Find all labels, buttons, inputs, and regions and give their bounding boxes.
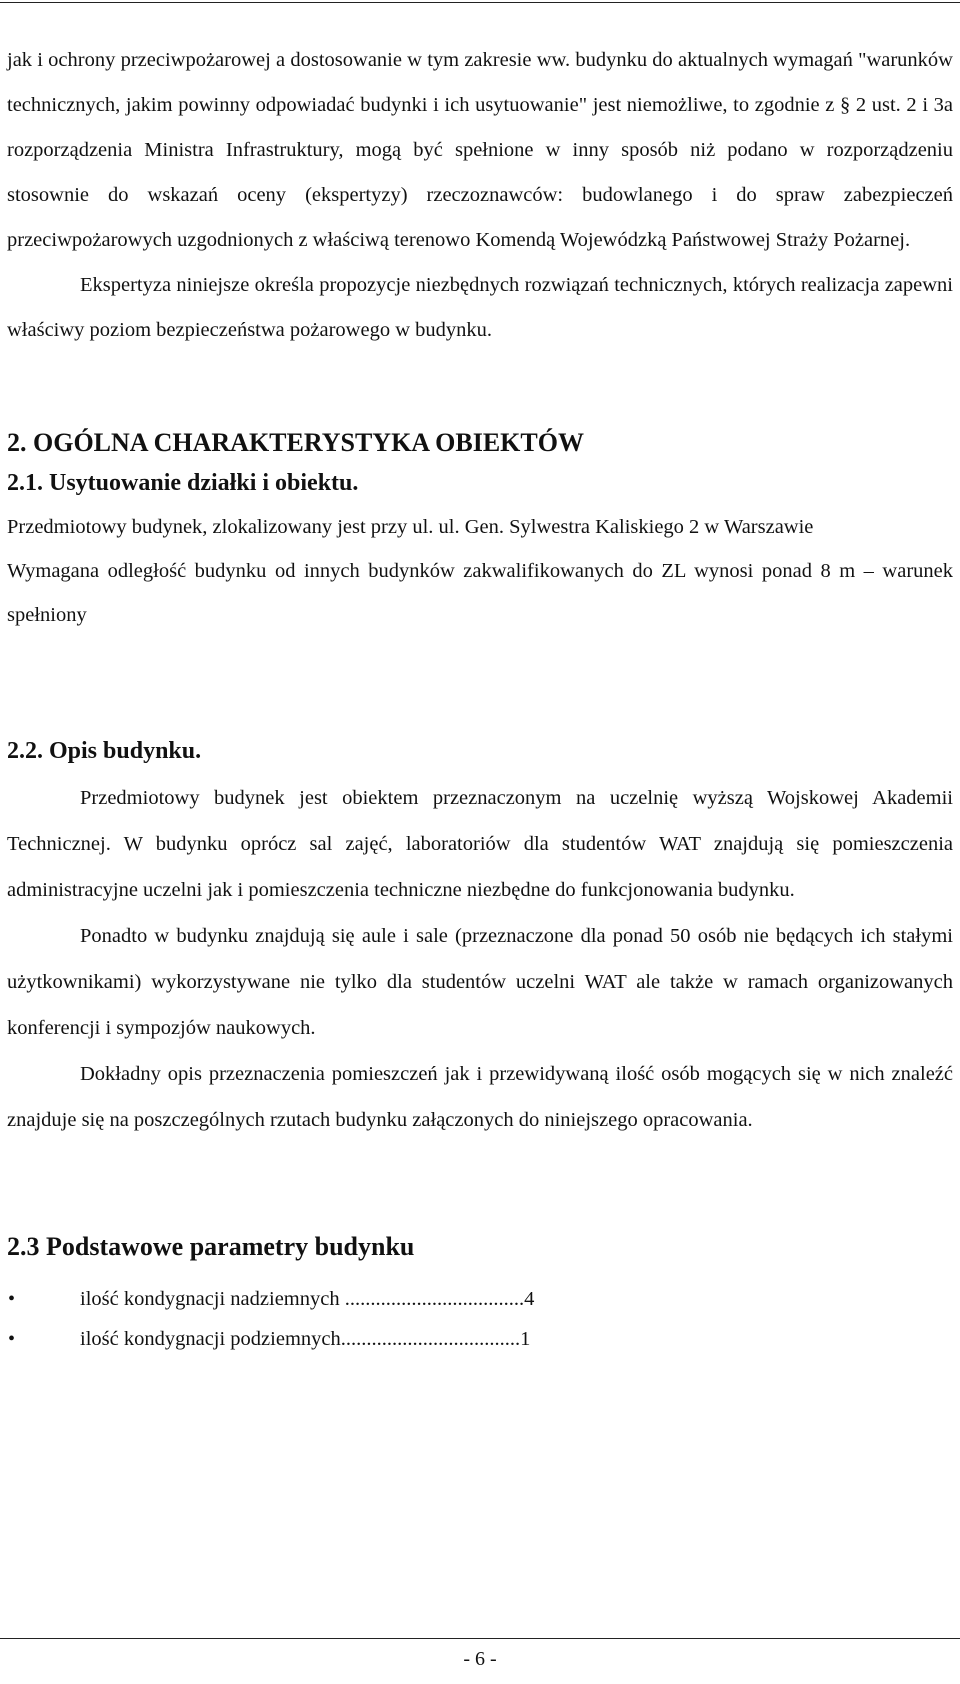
distance-paragraph: Wymagana odległość budynku od innych budynków zakwalifikowanych do ZL wynosi ponad 8 m – warunek spełniony: [7, 560, 953, 626]
intro-paragraph-2: Ekspertyza niniejsze określa propozycje niezbędnych rozwiązań technicznych, których realizacja zapewni właściwy poziom bezpieczeństwa pożarowego w budynku.: [7, 274, 953, 341]
description-paragraph: Przedmiotowy budynek jest obiektem przeznaczonym na uczelnię wyższą Wojskowej Akademii Technicznej. W budynku oprócz sal zajęć, laboratoriów dla studentów WAT znajdują się pomieszczenia administracyjne uczelni jak i pomieszczenia techniczne niezbędne do funkcjonowania budynku.: [7, 787, 953, 901]
location-paragraph: Przedmiotowy budynek, zlokalizowany jest przy ul. ul. Gen. Sylwestra Kaliskiego 2 w Warszawie: [7, 516, 814, 538]
list-item: [7, 1319, 953, 1359]
list-item: [7, 1279, 953, 1319]
top-rule: [0, 2, 960, 3]
list-item-label: ilość kondygnacji podziemnych...................................1: [80, 1328, 531, 1350]
section-heading-2-1: 2.1. Usytuowanie działki i obiektu.: [7, 470, 359, 496]
bullet-icon: •: [8, 1328, 16, 1350]
bullet-icon: •: [8, 1288, 16, 1310]
section-heading-2-3: 2.3 Podstawowe parametry budynku: [7, 1232, 415, 1261]
page-number: - 6 -: [463, 1648, 497, 1670]
section-heading-2-2: 2.2. Opis budynku.: [7, 738, 202, 764]
list-item-label: ilość kondygnacji nadziemnych ...................................4: [80, 1288, 535, 1310]
description-paragraph-2: Ponadto w budynku znajdują się aule i sale (przeznaczone dla ponad 50 osób nie będących ich stałymi użytkownikami) wykorzystywane nie tylko dla studentów uczelni WAT ale także w ramach organizowanych konferencji i sympozjów naukowych.: [7, 925, 953, 1039]
bottom-rule: [0, 1638, 960, 1639]
section-heading-2: 2. OGÓLNA CHARAKTERYSTYKA OBIEKTÓW: [7, 428, 584, 457]
document-page: [7, 38, 953, 1359]
description-paragraph-3: Dokładny opis przeznaczenia pomieszczeń jak i przewidywaną ilość osób mogących się w nich znaleźć znajduje się na poszczególnych rzutach budynku załączonych do niniejszego opracowania.: [7, 1063, 953, 1131]
parameters-list: [7, 1279, 953, 1359]
intro-paragraph: jak i ochrony przeciwpożarowej a dostosowanie w tym zakresie ww. budynku do aktualnych wymagań "warunków technicznych, jakim powinny odpowiadać budynki i ich usytuowanie" jest niemożliwe, to zgodnie z § 2 ust. 2 i 3a rozporządzenia Ministra Infrastruktury, mogą być spełnione w inny sposób niż podano w rozporządzeniu stosownie do wskazań oceny (ekspertyzy) rzeczoznawców: budowlanego i do spraw zabezpieczeń przeciwpożarowych uzgodnionych z właściwą terenowo Komendą Wojewódzką Państwowej Straży Pożarnej.: [7, 49, 953, 251]
